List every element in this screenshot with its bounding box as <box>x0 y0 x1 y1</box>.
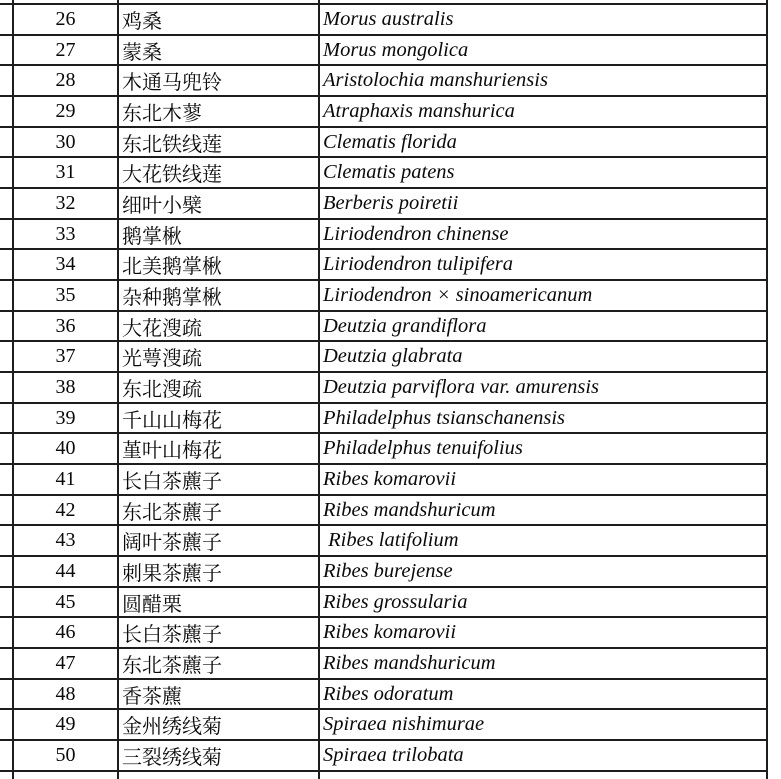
latin-name-cell <box>318 618 768 647</box>
chinese-name-cell <box>117 434 318 463</box>
latin-name-cell <box>318 496 768 525</box>
table-row <box>0 526 768 557</box>
row-number: 40 <box>55 437 76 460</box>
chinese-name-cell <box>117 5 318 34</box>
row-number: 42 <box>55 498 76 521</box>
left-gutter <box>0 772 12 779</box>
chinese-name-cell <box>117 97 318 126</box>
left-gutter <box>0 680 12 709</box>
latin-name-cell <box>318 5 768 34</box>
table-row <box>0 465 768 496</box>
chinese-name-cell <box>117 189 318 218</box>
row-number-cell <box>12 741 117 770</box>
latin-name-cell <box>318 312 768 341</box>
table-row <box>0 496 768 527</box>
row-number-cell <box>12 128 117 157</box>
chinese-name-cell <box>117 526 318 555</box>
chinese-name-cell <box>117 649 318 678</box>
row-number-cell <box>12 710 117 739</box>
latin-name: Ribes komarovii <box>323 467 457 490</box>
chinese-name: 长白茶藨子 <box>122 470 222 493</box>
chinese-name: 大花铁线莲 <box>122 164 222 187</box>
latin-name: Liriodendron chinense <box>323 222 509 245</box>
latin-name-cell <box>318 373 768 402</box>
latin-name: Deutzia parviflora var. amurensis <box>323 375 599 398</box>
chinese-name: 圆醋栗 <box>122 593 182 616</box>
chinese-name-cell <box>117 557 318 586</box>
left-gutter <box>0 526 12 555</box>
left-gutter <box>0 373 12 402</box>
table-row <box>0 557 768 588</box>
chinese-name-cell <box>117 741 318 770</box>
left-gutter <box>0 557 12 586</box>
chinese-name-cell <box>117 128 318 157</box>
row-number: 30 <box>55 130 76 153</box>
chinese-name: 东北溲疏 <box>122 378 202 401</box>
table-row <box>0 250 768 281</box>
latin-name-cell <box>318 250 768 279</box>
row-number-cell <box>12 220 117 249</box>
row-number-cell <box>12 66 117 95</box>
left-gutter <box>0 66 12 95</box>
latin-name-cell <box>318 97 768 126</box>
table-row <box>0 97 768 128</box>
latin-name-cell <box>318 189 768 218</box>
left-gutter <box>0 741 12 770</box>
latin-name-cell <box>318 465 768 494</box>
latin-name: Ribes grossularia <box>323 590 468 613</box>
row-number-cell <box>12 434 117 463</box>
chinese-name-cell <box>117 250 318 279</box>
left-gutter <box>0 710 12 739</box>
latin-name-cell <box>318 158 768 187</box>
row-number-cell <box>12 557 117 586</box>
latin-name-cell <box>318 741 768 770</box>
latin-name-cell <box>318 680 768 709</box>
left-gutter <box>0 649 12 678</box>
latin-name: Liriodendron × sinoamericanum <box>323 283 593 306</box>
chinese-name: 堇叶山梅花 <box>122 440 222 463</box>
chinese-name: 金州绣线菊 <box>122 716 222 739</box>
row-number: 37 <box>55 345 76 368</box>
table-row <box>0 649 768 680</box>
chinese-name-cell <box>117 66 318 95</box>
chinese-name-cell <box>117 588 318 617</box>
latin-name-cell <box>318 66 768 95</box>
chinese-name-cell <box>117 680 318 709</box>
row-number: 45 <box>55 590 76 613</box>
left-gutter <box>0 0 12 3</box>
left-gutter <box>0 281 12 310</box>
chinese-name-cell <box>117 710 318 739</box>
left-gutter <box>0 342 12 371</box>
table-row <box>0 342 768 373</box>
chinese-name: 千山山梅花 <box>122 409 222 432</box>
latin-name: Aristolochia manshuriensis <box>323 69 548 92</box>
row-number-cell <box>12 373 117 402</box>
chinese-name-cell <box>117 404 318 433</box>
left-gutter <box>0 250 12 279</box>
chinese-name-cell <box>117 281 318 310</box>
table-row <box>0 5 768 36</box>
latin-name-cell <box>318 281 768 310</box>
chinese-name: 光萼溲疏 <box>122 348 202 371</box>
row-number: 46 <box>55 621 76 644</box>
row-number: 27 <box>55 38 76 61</box>
latin-name: Spiraea trilobata <box>323 743 464 766</box>
row-number-cell <box>12 0 117 3</box>
row-number-cell <box>12 680 117 709</box>
row-number: 41 <box>55 467 76 490</box>
left-gutter <box>0 588 12 617</box>
row-number: 29 <box>55 99 76 122</box>
latin-name: Deutzia glabrata <box>323 345 463 368</box>
row-number: 50 <box>55 743 76 766</box>
latin-name: Philadelphus tenuifolius <box>323 437 523 460</box>
chinese-name: 杂种鹅掌楸 <box>122 286 222 309</box>
row-number: 47 <box>55 651 76 674</box>
row-number: 39 <box>55 406 76 429</box>
latin-name-cell <box>318 526 768 555</box>
chinese-name: 东北茶藨子 <box>122 501 222 524</box>
latin-name: Liriodendron tulipifera <box>323 253 514 276</box>
left-gutter <box>0 128 12 157</box>
row-number-cell <box>12 250 117 279</box>
left-gutter <box>0 312 12 341</box>
row-number: 48 <box>55 682 76 705</box>
chinese-name: 香茶藨 <box>122 685 182 708</box>
latin-name-cell <box>318 588 768 617</box>
chinese-name: 鸡桑 <box>122 10 162 33</box>
left-gutter <box>0 97 12 126</box>
row-number: 43 <box>55 529 76 552</box>
latin-name: Atraphaxis manshurica <box>323 99 515 122</box>
chinese-name: 三裂绣线菊 <box>122 746 222 769</box>
table-row <box>0 741 768 772</box>
chinese-name-cell <box>117 342 318 371</box>
chinese-name-cell <box>117 465 318 494</box>
left-gutter <box>0 404 12 433</box>
chinese-name: 长白茶藨子 <box>122 624 222 647</box>
latin-name: Philadelphus tsianschanensis <box>323 406 566 429</box>
left-gutter <box>0 5 12 34</box>
left-gutter <box>0 618 12 647</box>
table-row <box>0 128 768 159</box>
table-row <box>0 680 768 711</box>
left-gutter <box>0 465 12 494</box>
chinese-name: 蒙桑 <box>122 41 162 64</box>
row-number-cell <box>12 772 117 779</box>
row-number: 26 <box>55 7 76 30</box>
chinese-name: 东北茶藨子 <box>122 654 222 677</box>
row-number-cell <box>12 618 117 647</box>
row-number: 34 <box>55 253 76 276</box>
latin-name-cell <box>318 772 768 779</box>
chinese-name-cell <box>117 772 318 779</box>
row-number: 36 <box>55 314 76 337</box>
species-table-body <box>0 5 768 772</box>
chinese-name: 鹅掌楸 <box>122 225 182 248</box>
latin-name-cell <box>318 220 768 249</box>
chinese-name: 大花溲疏 <box>122 317 202 340</box>
latin-name-cell <box>318 342 768 371</box>
latin-name-cell <box>318 128 768 157</box>
latin-name-cell <box>318 36 768 65</box>
row-number: 38 <box>55 375 76 398</box>
table-row <box>0 710 768 741</box>
left-gutter <box>0 158 12 187</box>
row-number-cell <box>12 5 117 34</box>
table-row <box>0 404 768 435</box>
chinese-name: 阔叶茶藨子 <box>122 532 222 555</box>
chinese-name: 东北铁线莲 <box>122 133 222 156</box>
row-number-cell <box>12 588 117 617</box>
row-number-cell <box>12 189 117 218</box>
row-number-cell <box>12 158 117 187</box>
latin-name: Morus mongolica <box>323 38 469 61</box>
latin-name: Clematis patens <box>323 161 455 184</box>
left-gutter <box>0 189 12 218</box>
left-gutter <box>0 220 12 249</box>
latin-name: Ribes mandshuricum <box>323 651 496 674</box>
latin-name: Ribes burejense <box>323 559 453 582</box>
row-number-cell <box>12 36 117 65</box>
chinese-name-cell <box>117 312 318 341</box>
latin-name: Ribes latifolium <box>323 529 459 552</box>
table-row <box>0 312 768 343</box>
latin-name-cell <box>318 0 768 3</box>
latin-name: Morus australis <box>323 7 454 30</box>
row-number: 28 <box>55 69 76 92</box>
table-row <box>0 281 768 312</box>
left-gutter <box>0 36 12 65</box>
latin-name-cell <box>318 710 768 739</box>
row-number: 33 <box>55 222 76 245</box>
row-number-cell <box>12 526 117 555</box>
latin-name: Clematis florida <box>323 130 457 153</box>
row-number-cell <box>12 97 117 126</box>
latin-name: Spiraea nishimurae <box>323 713 485 736</box>
chinese-name-cell <box>117 220 318 249</box>
row-number: 31 <box>55 161 76 184</box>
chinese-name: 木通马兜铃 <box>122 72 222 95</box>
chinese-name: 北美鹅掌楸 <box>122 256 222 279</box>
chinese-name-cell <box>117 373 318 402</box>
row-number-cell <box>12 496 117 525</box>
chinese-name-cell <box>117 618 318 647</box>
table-row <box>0 434 768 465</box>
partial-row-bottom <box>0 772 768 779</box>
latin-name: Berberis poiretii <box>323 191 459 214</box>
chinese-name-cell <box>117 0 318 3</box>
table-row <box>0 373 768 404</box>
table-row <box>0 220 768 251</box>
chinese-name-cell <box>117 496 318 525</box>
latin-name: Deutzia grandiflora <box>323 314 487 337</box>
left-gutter <box>0 496 12 525</box>
latin-name-cell <box>318 649 768 678</box>
latin-name: Ribes mandshuricum <box>323 498 496 521</box>
table-row <box>0 588 768 619</box>
chinese-name: 刺果茶藨子 <box>122 562 222 585</box>
latin-name-cell <box>318 434 768 463</box>
row-number: 44 <box>55 559 76 582</box>
latin-name: Ribes komarovii <box>323 621 457 644</box>
row-number-cell <box>12 312 117 341</box>
left-gutter <box>0 434 12 463</box>
row-number-cell <box>12 342 117 371</box>
row-number: 49 <box>55 713 76 736</box>
chinese-name: 东北木蓼 <box>122 102 202 125</box>
table-row <box>0 158 768 189</box>
latin-name-cell <box>318 404 768 433</box>
row-number: 32 <box>55 191 76 214</box>
row-number: 35 <box>55 283 76 306</box>
row-number-cell <box>12 649 117 678</box>
table-row <box>0 189 768 220</box>
row-number-cell <box>12 281 117 310</box>
chinese-name-cell <box>117 36 318 65</box>
row-number-cell <box>12 465 117 494</box>
latin-name-cell <box>318 557 768 586</box>
table-row <box>0 66 768 97</box>
row-number-cell <box>12 404 117 433</box>
chinese-name: 细叶小檗 <box>122 194 202 217</box>
table-row <box>0 36 768 67</box>
table-row <box>0 618 768 649</box>
chinese-name-cell <box>117 158 318 187</box>
latin-name: Ribes odoratum <box>323 682 454 705</box>
